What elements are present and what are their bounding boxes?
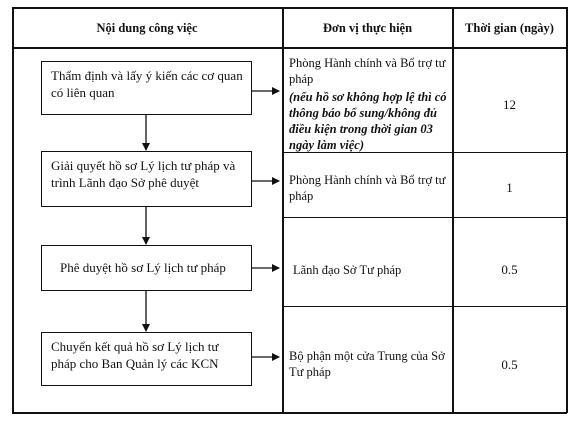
time-cell-3: 0.5 [501,262,518,277]
step-box-1: Thẩm định và lấy ý kiến các cơ quan có liên quan [41,61,252,115]
unit-text-1: Phòng Hành chính và Bổ trợ tư pháp [289,56,446,86]
unit-cell-4: Bộ phận một cửa Trung của Sở Tư pháp [289,349,445,379]
header-unit: Đơn vị thực hiện [322,21,413,35]
time-cell-4: 0.5 [501,357,518,372]
unit-cell-2: Phòng Hành chính và Bổ trợ tư pháp [289,173,446,203]
header-time: Thời gian (ngày) [465,21,554,35]
step-box-2: Giải quyết hồ sơ Lý lịch tư pháp và trình Lãnh đạo Sở phê duyệt [41,151,252,207]
time-cell-1: 12 [503,97,516,112]
step-box-3: Phê duyệt hồ sơ Lý lịch tư pháp [41,245,252,291]
unit-cell-1 [289,55,449,153]
unit-note-1: (nếu hồ sơ không hợp lệ thì có thông báo bổ sung/không đủ điều kiện trong thời gian 03 ngày làm việc) [289,90,447,152]
unit-cell-3: Lãnh đạo Sở Tư pháp [293,263,402,277]
step-box-4: Chuyển kết quả hồ sơ Lý lịch tư pháp cho Ban Quản lý các KCN [41,332,252,386]
time-cell-2: 1 [506,180,513,195]
header-content: Nội dung công việc [96,21,198,35]
